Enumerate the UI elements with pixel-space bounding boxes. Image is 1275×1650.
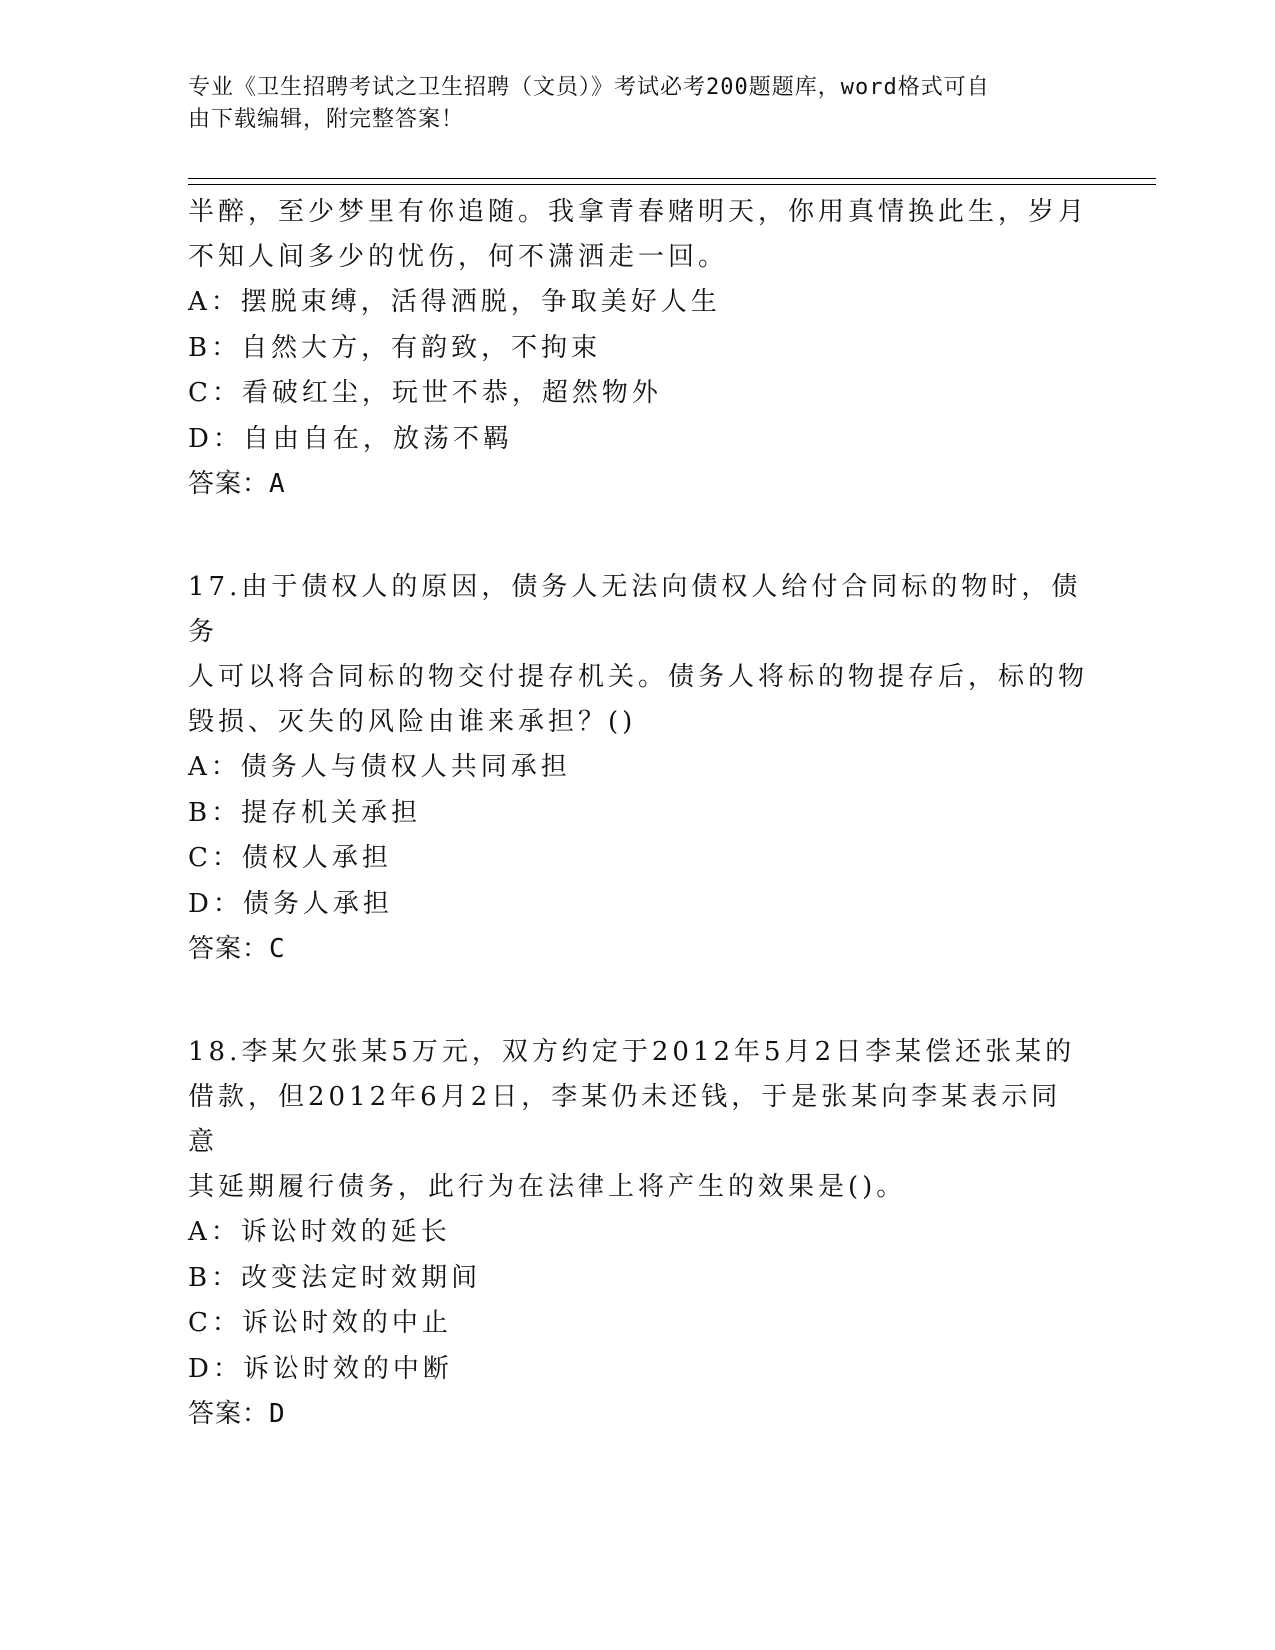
question-text-line: 毁损、灭失的风险由谁来承担？() <box>188 707 637 737</box>
option-d: D：诉讼时效的中断 <box>188 1353 453 1384</box>
question-text-line: 半醉，至少梦里有你追随。我拿青春赌明天，你用真情换此生，岁月 <box>188 197 1089 227</box>
option-b: B：改变法定时效期间 <box>188 1262 482 1293</box>
question-text-line: 人可以将合同标的物交付提存机关。债务人将标的物提存后，标的物 <box>188 662 1089 692</box>
option-d: D：自由自在，放荡不羁 <box>188 423 513 454</box>
question-text-line: 18.李某欠张某5万元，双方约定于2012年5月2日李某偿还张某的 <box>188 1037 1076 1067</box>
option-a: A：摆脱束缚，活得洒脱，争取美好人生 <box>188 287 721 317</box>
answer-line: 答案：C <box>188 934 286 964</box>
option-c: C：债权人承担 <box>188 843 392 873</box>
option-d: D：债务人承担 <box>188 888 393 919</box>
option-b: B：自然大方，有韵致，不拘束 <box>188 332 602 363</box>
header-divider-bottom <box>188 184 1156 185</box>
question-block-18 <box>188 1030 1088 1437</box>
header-divider-top <box>188 178 1156 179</box>
header-title-line-2: 由下载编辑，附完整答案！ <box>188 107 465 132</box>
question-block-17 <box>188 565 1088 972</box>
spacer <box>188 507 1088 565</box>
option-a: A：诉讼时效的延长 <box>188 1217 451 1247</box>
question-text-line: 17.由于债权人的原因，债务人无法向债权人给付合同标的物时，债务 <box>188 572 1082 647</box>
spacer <box>188 972 1088 1030</box>
answer-line: 答案：D <box>188 1399 286 1429</box>
answer-line: 答案：A <box>188 469 286 499</box>
question-text-line: 借款，但2012年6月2日，李某仍未还钱，于是张某向李某表示同意 <box>188 1082 1062 1157</box>
document-body <box>188 190 1088 1437</box>
question-block-16-continued <box>188 190 1088 507</box>
option-c: C：看破红尘，玩世不恭，超然物外 <box>188 378 662 408</box>
option-c: C：诉讼时效的中止 <box>188 1308 452 1338</box>
document-header <box>188 72 1068 136</box>
question-text-line: 其延期履行债务，此行为在法律上将产生的效果是()。 <box>188 1172 907 1202</box>
question-text-line: 不知人间多少的忧伤，何不潇洒走一回。 <box>188 242 729 272</box>
header-title-line-1: 专业《卫生招聘考试之卫生招聘（文员）》考试必考200题题库，word格式可自 <box>188 75 990 100</box>
option-b: B：提存机关承担 <box>188 797 422 828</box>
option-a: A：债务人与债权人共同承担 <box>188 752 571 782</box>
